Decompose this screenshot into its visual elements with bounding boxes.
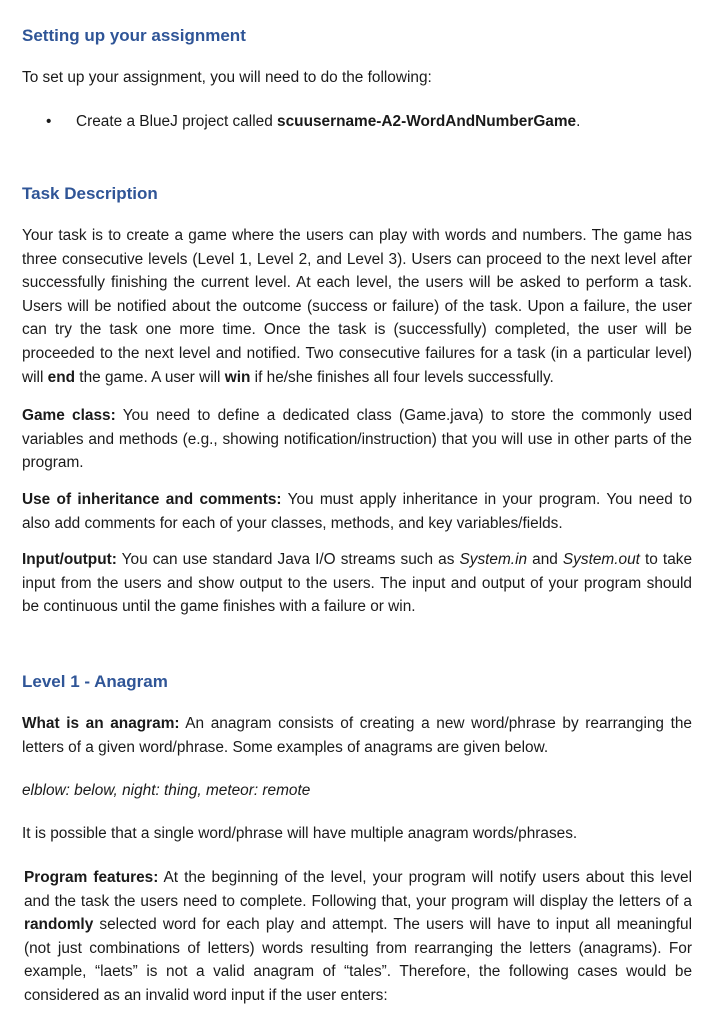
program-features-paragraph: Program features: At the beginning of the level, your program will notify users about this level and the task the users need to complete. Following that, your program will display the letters of a randomly selected word for each play and attempt. The users will have to input all meaningful (not just combinations of letters) words resulting from rearranging the letters (anagrams). For example, “laets” is not a valid anagram of “tales”. Therefore, the following cases would be considered as an invalid word input if the user enters:: [24, 869, 693, 1004]
anagram-label: What is an anagram:: [22, 715, 180, 732]
multiple-anagrams-note: It is possible that a single word/phrase will have multiple anagram words/phrases.: [22, 825, 578, 842]
bullet-icon: •: [46, 113, 52, 130]
game-class-paragraph: Game class: You need to define a dedicated class (Game.java) to store the commonly used variables and methods (e.g., showing notification/instruction) that you will use in other parts of the program.: [22, 407, 692, 472]
task-description-paragraph: Your task is to create a game where the users can play with words and numbers. The game has three consecutive levels (Level 1, Level 2, and Level 3). Users can proceed to the next level after successfully finishing the current level. At each level, the users will be asked to perform a task. Users will be notified about the outcome (success or failure) of the task. Upon a failure, the user can try the task one more time. Once the task is (successfully) completed, the user will be proceeded to the next level and notified. Two consecutive failures for a task (in a particular level) will end the game. A user will win if he/she finishes all four levels successfully.: [22, 227, 692, 386]
input-output-paragraph: Input/output: You can use standard Java I/O streams such as System.in and System.out to take input from the users and show output to the users. The input and output of your program should be continuous until the game finishes with a failure or win.: [22, 551, 693, 616]
input-output-label: Input/output:: [22, 551, 117, 568]
project-name: scuusername-A2-WordAndNumberGame: [277, 113, 577, 130]
setup-heading: Setting up your assignment: [22, 26, 246, 45]
inheritance-paragraph: Use of inheritance and comments: You must apply inheritance in your program. You need to also add comments for each of your classes, methods, and key variables/fields.: [22, 491, 693, 532]
inheritance-label: Use of inheritance and comments:: [22, 491, 282, 508]
task-heading: Task Description: [22, 184, 158, 203]
program-features-label: Program features:: [24, 869, 159, 886]
game-class-label: Game class:: [22, 407, 116, 424]
anagram-examples: elblow: below, night: thing, meteor: remote: [22, 782, 311, 799]
anagram-definition-paragraph: What is an anagram: An anagram consists of creating a new word/phrase by rearranging the letters of a given word/phrase. Some examples of anagrams are given below.: [22, 715, 692, 756]
setup-intro: To set up your assignment, you will need to do the following:: [22, 69, 432, 86]
bullet-text: Create a BlueJ project called scuusername-A2-WordAndNumberGame.: [76, 113, 581, 130]
level1-heading: Level 1 - Anagram: [22, 672, 168, 691]
